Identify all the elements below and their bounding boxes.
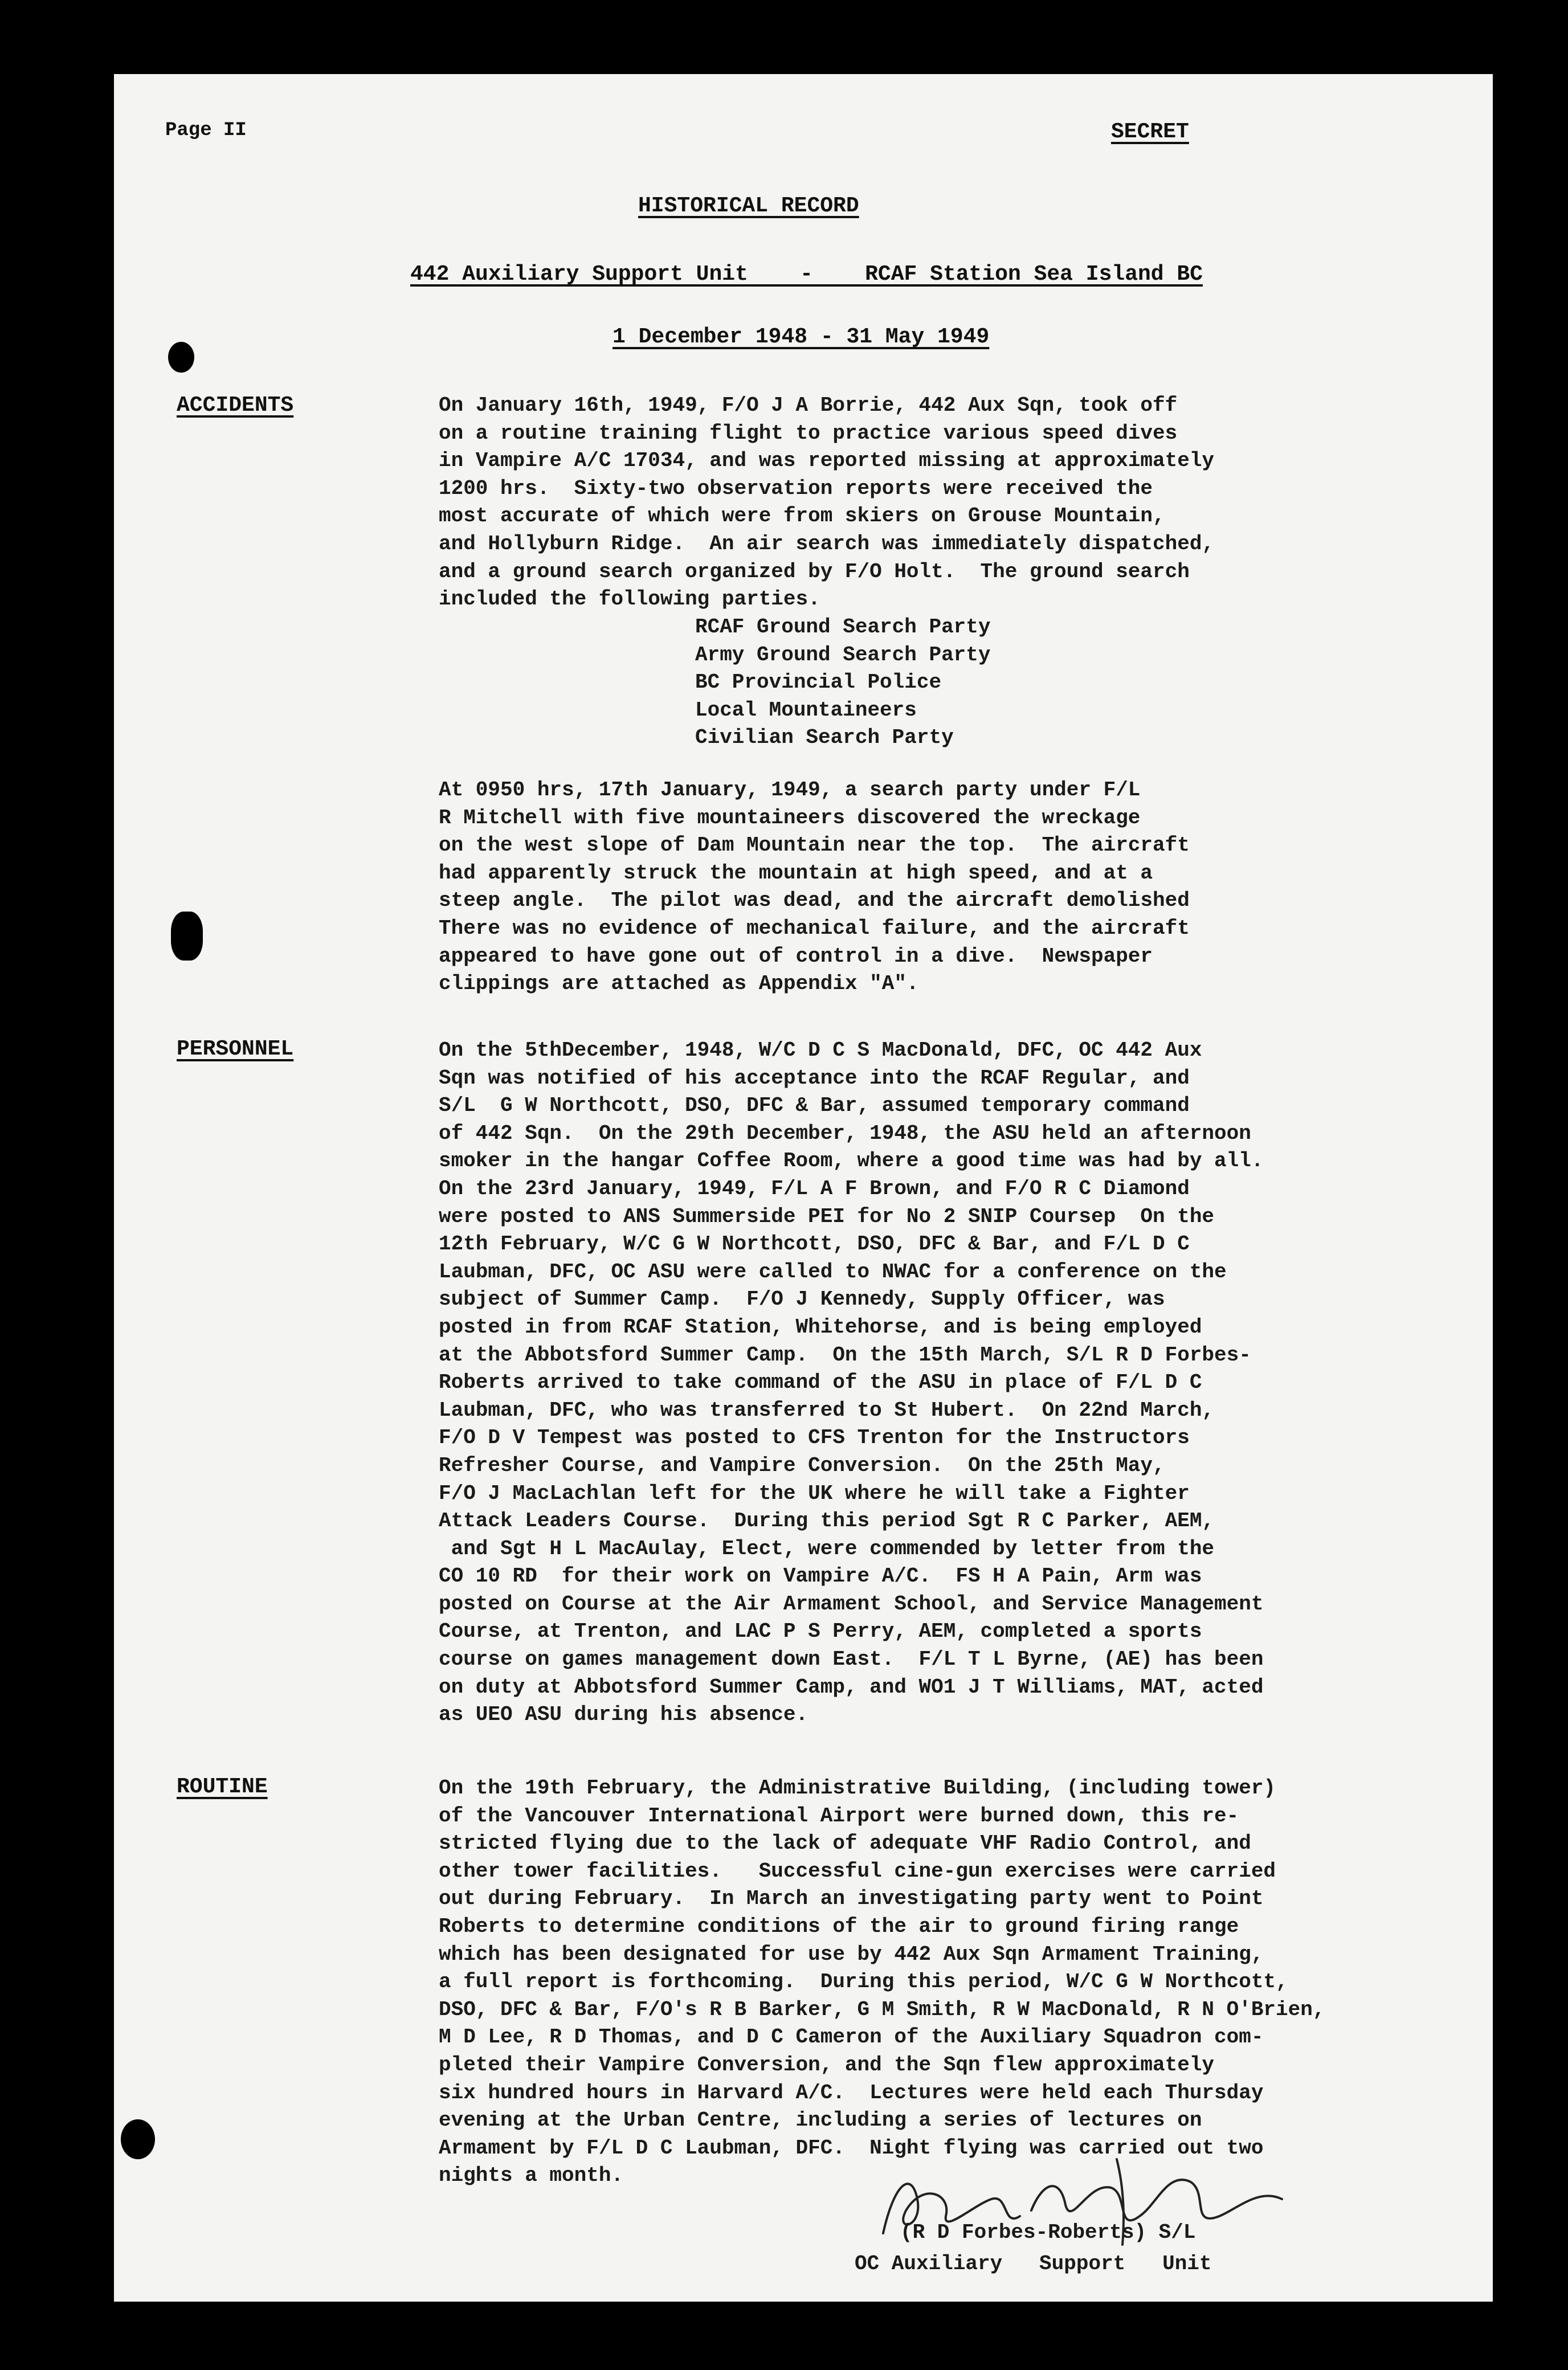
search-party-item: Civilian Search Party bbox=[695, 726, 954, 750]
punch-hole-middle bbox=[171, 912, 203, 961]
section-heading-accidents: ACCIDENTS bbox=[177, 393, 294, 418]
section-heading-routine: ROUTINE bbox=[177, 1775, 268, 1799]
unit-line: 442 Auxiliary Support Unit - RCAF Station Sea Island BC bbox=[410, 262, 1203, 287]
signatory-title: OC Auxiliary Support Unit bbox=[855, 2252, 1212, 2275]
search-party-item: Army Ground Search Party bbox=[695, 643, 991, 667]
classification-label: SECRET bbox=[1111, 120, 1189, 144]
date-range: 1 December 1948 - 31 May 1949 bbox=[612, 325, 990, 349]
document-title: HISTORICAL RECORD bbox=[638, 194, 859, 218]
section-heading-personnel: PERSONNEL bbox=[177, 1037, 294, 1061]
search-party-list bbox=[695, 614, 990, 752]
accidents-paragraph-2: At 0950 hrs, 17th January, 1949, a search party under F/L R Mitchell with five mountaineers discovered the wreckage on the west slope of Dam Mountain near the top. The aircraft had apparently struck the mountain at high speed, and at a steep angle. The pilot was dead, and the aircraft demolished There was no evidence of mechanical failure, and the aircraft appeared to have gone out of control in a dive. Newspaper clippings are attached as Appendix "A". bbox=[439, 778, 1190, 996]
search-party-item: RCAF Ground Search Party bbox=[695, 615, 991, 639]
search-party-item: Local Mountaineers bbox=[695, 698, 917, 722]
document-page bbox=[114, 74, 1493, 2302]
accidents-paragraph-1: On January 16th, 1949, F/O J A Borrie, 442 Aux Sqn, took off on a routine training flight to practice various speed dives in Vampire A/C 17034, and was reported missing at approximately 1200 hrs. Sixty-two observation reports were received the most accurate of which were from skiers on Grouse Mountain, and Hollyburn Ridge. An air search was immediately dispatched, and a ground search organized by F/O Holt. The ground search included the following parties. bbox=[439, 394, 1215, 611]
search-party-item: BC Provincial Police bbox=[695, 671, 942, 694]
punch-hole-top bbox=[168, 342, 194, 373]
personnel-paragraph: On the 5thDecember, 1948, W/C D C S MacDonald, DFC, OC 442 Aux Sqn was notified of his acceptance into the RCAF Regular, and S/L G W Northcott, DSO, DFC & Bar, assumed temporary command of 442 Sqn. On the 29th December, 1948, the ASU held an afternoon smoker in the hangar Coffee Room, where a good time was had by all. On the 23rd January, 1949, F/L A F Brown, and F/O R C Diamond were posted to ANS Summerside PEI for No 2 SNIP Coursep On the 12th February, W/C G W Northcott, DSO, DFC & Bar, and F/L D C Laubman, DFC, OC ASU were called to NWAC for a conference on the subject of Summer Camp. F/O J Kennedy, Supply Officer, was posted in from RCAF Station, Whitehorse, and is being employed at the Abbotsford Summer Camp. On the 15th March, S/L R D Forbes- Roberts arrived to take command of the ASU in place of F/L D C Laubman, DFC, who was transferred to St Hubert. On 22nd March, F/O D V Tempest was posted to CFS Trenton for the Instructors Refresher Course, and Vampire Conversion. On the 25th May, F/O J MacLachlan left for the UK where he will take a Fighter Attack Leaders Course. During this period Sgt R C Parker, AEM, and Sgt H L MacAulay, Elect, were commended by letter from the CO 10 RD for their work on Vampire A/C. FS H A Pain, Arm was posted on Course at the Air Armament School, and Service Management Course, at Trenton, and LAC P S Perry, AEM, completed a sports course on games management down East. F/L T L Byrne, (AE) has been on duty at Abbotsford Summer Camp, and WO1 J T Williams, MAT, acted as UEO ASU during his absence. bbox=[439, 1039, 1264, 1727]
punch-hole-bottom bbox=[121, 2119, 155, 2159]
signatory-name: (R D Forbes-Roberts) S/L bbox=[900, 2221, 1196, 2244]
page-number: Page II bbox=[165, 120, 247, 141]
routine-paragraph: On the 19th February, the Administrative Building, (including tower) of the Vancouver International Airport were burned down, this re- stricted flying due to the lack of adequate VHF Radio Control, and other tower facilities. Successful cine-gun exercises were carried out during February. In March an investigating party went to Point Roberts to determine conditions of the air to ground firing range which has been designated for use by 442 Aux Sqn Armament Training, a full report is forthcoming. During this period, W/C G W Northcott, DSO, DFC & Bar, F/O's R B Barker, G M Smith, R W MacDonald, R N O'Brien, M D Lee, R D Thomas, and D C Cameron of the Auxiliary Squadron com- pleted their Vampire Conversion, and the Sqn flew approximately six hundred hours in Harvard A/C. Lectures were held each Thursday evening at the Urban Centre, including a series of lectures on Armament by F/L D C Laubman, DFC. Night flying was carried out two nights a month. bbox=[439, 1776, 1325, 2188]
